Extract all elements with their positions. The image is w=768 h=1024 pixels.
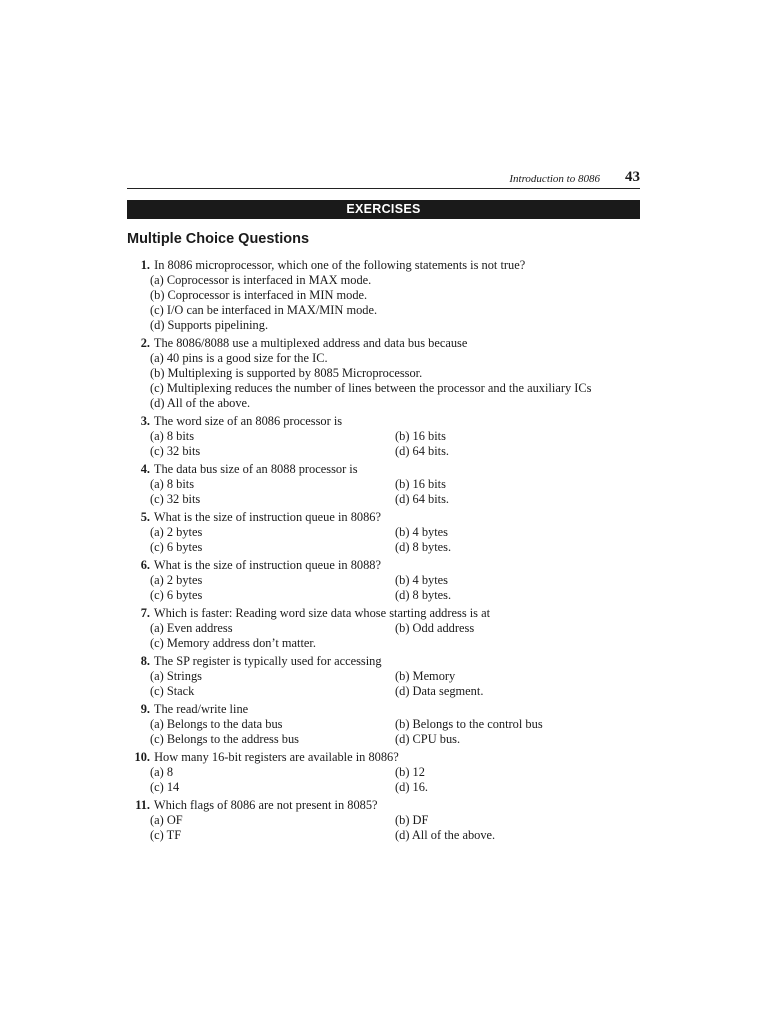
question-text: The read/write line: [151, 702, 249, 716]
answer-option: (c) Memory address don’t matter.: [150, 636, 316, 650]
answer-option: (c) 32 bits: [150, 492, 201, 506]
question-item: [127, 558, 647, 603]
answer-option: (a) 40 pins is a good size for the IC.: [150, 351, 328, 365]
answer-option-row: [127, 828, 647, 843]
answer-option: (d) 64 bits.: [395, 492, 450, 506]
answer-option-row: [127, 573, 647, 588]
answer-option: (a) Strings: [150, 669, 202, 683]
answer-option-row: [127, 684, 647, 699]
answer-option: (b) 4 bytes: [395, 573, 448, 587]
answer-option: (a) 2 bytes: [150, 573, 203, 587]
answer-option: (a) 8 bits: [150, 429, 195, 443]
question-number: 9.: [140, 702, 150, 716]
answer-option: (c) TF: [150, 828, 182, 842]
question-item: [127, 798, 647, 843]
answer-option: (d) 64 bits.: [395, 444, 450, 458]
answer-option-row: [127, 492, 647, 507]
question-number: 8.: [140, 654, 150, 668]
question-stem-line: [127, 606, 647, 621]
answer-option: (b) 16 bits: [395, 429, 446, 443]
question-item: [127, 258, 647, 333]
answer-option: (b) Odd address: [395, 621, 475, 635]
question-item: [127, 462, 647, 507]
question-stem-line: [127, 558, 647, 573]
answer-option: (d) 8 bytes.: [395, 540, 452, 554]
question-text: What is the size of instruction queue in 8086?: [151, 510, 381, 524]
question-text: How many 16-bit registers are available in 8086?: [151, 750, 399, 764]
answer-option: (c) 32 bits: [150, 444, 201, 458]
question-number: 10.: [134, 750, 150, 764]
question-text: In 8086 microprocessor, which one of the following statements is not true?: [151, 258, 526, 272]
question-list: [127, 258, 647, 846]
page-number: 43: [625, 169, 640, 185]
answer-option: (d) All of the above.: [150, 396, 251, 410]
answer-option: (c) Multiplexing reduces the number of lines between the processor and the auxiliary ICs: [150, 381, 592, 395]
question-item: [127, 654, 647, 699]
question-stem-line: [127, 702, 647, 717]
answer-option: (c) Stack: [150, 684, 195, 698]
question-text: Which flags of 8086 are not present in 8085?: [151, 798, 378, 812]
answer-option: (b) Multiplexing is supported by 8085 Microprocessor.: [150, 366, 423, 380]
question-item: [127, 510, 647, 555]
question-stem-line: [127, 510, 647, 525]
question-stem-line: [127, 654, 647, 669]
question-text: Which is faster: Reading word size data whose starting address is at: [151, 606, 491, 620]
question-stem-line: [127, 336, 647, 351]
answer-option: (a) Belongs to the data bus: [150, 717, 283, 731]
answer-option-row: [127, 525, 647, 540]
question-text: What is the size of instruction queue in 8088?: [151, 558, 381, 572]
answer-option: (b) DF: [395, 813, 429, 827]
question-number: 7.: [140, 606, 150, 620]
question-item: [127, 414, 647, 459]
answer-option: (b) Coprocessor is interfaced in MIN mode.: [150, 288, 368, 302]
question-item: [127, 702, 647, 747]
answer-option: (a) 8 bits: [150, 477, 195, 491]
answer-option: (a) Coprocessor is interfaced in MAX mode.: [150, 273, 372, 287]
answer-option: (a) OF: [150, 813, 183, 827]
question-item: [127, 750, 647, 795]
answer-option-row: [127, 621, 647, 636]
question-number: 11.: [135, 798, 150, 812]
answer-option: (c) 6 bytes: [150, 540, 203, 554]
answer-option: (c) I/O can be interfaced in MAX/MIN mode.: [150, 303, 378, 317]
answer-option-row: [127, 717, 647, 732]
question-number: 2.: [140, 336, 150, 350]
answer-option: (b) Belongs to the control bus: [395, 717, 543, 731]
question-number: 1.: [140, 258, 150, 272]
question-text: The data bus size of an 8088 processor is: [151, 462, 358, 476]
question-item: [127, 606, 647, 651]
question-text: The 8086/8088 use a multiplexed address and data bus because: [151, 336, 468, 350]
answer-option: (d) Supports pipelining.: [150, 318, 269, 332]
answer-option: (c) Belongs to the address bus: [150, 732, 300, 746]
answer-option: (a) 8: [150, 765, 174, 779]
running-title: Introduction to 8086: [509, 173, 600, 185]
exercises-banner: EXERCISES: [127, 200, 640, 219]
answer-option-row: [127, 477, 647, 492]
question-stem-line: [127, 462, 647, 477]
answer-option-row: [127, 780, 647, 795]
answer-option: (b) 12: [395, 765, 425, 779]
answer-option: (d) CPU bus.: [395, 732, 461, 746]
answer-option: (d) 8 bytes.: [395, 588, 452, 602]
section-title: Multiple Choice Questions: [127, 231, 310, 247]
answer-option-row: [127, 588, 647, 603]
answer-option: (d) 16.: [395, 780, 429, 794]
question-stem-line: [127, 414, 647, 429]
answer-option-row: [127, 669, 647, 684]
answer-option: (d) All of the above.: [395, 828, 496, 842]
answer-option: (a) 2 bytes: [150, 525, 203, 539]
page-header: [127, 168, 640, 189]
answer-option: (b) Memory: [395, 669, 456, 683]
answer-option-row: [127, 444, 647, 459]
question-number: 4.: [140, 462, 150, 476]
question-stem-line: [127, 750, 647, 765]
answer-option: (d) Data segment.: [395, 684, 484, 698]
answer-option: (c) 6 bytes: [150, 588, 203, 602]
answer-option: (b) 4 bytes: [395, 525, 448, 539]
answer-option: (a) Even address: [150, 621, 233, 635]
question-number: 5.: [140, 510, 150, 524]
question-text: The word size of an 8086 processor is: [151, 414, 343, 428]
answer-option: (c) 14: [150, 780, 180, 794]
question-item: [127, 336, 647, 411]
answer-option-row: [127, 765, 647, 780]
answer-option-row: [127, 429, 647, 444]
answer-option-row: [127, 732, 647, 747]
answer-option: (b) 16 bits: [395, 477, 446, 491]
question-text: The SP register is typically used for accessing: [151, 654, 382, 668]
question-number: 6.: [140, 558, 150, 572]
question-stem-line: [127, 258, 647, 273]
answer-option-row: [127, 813, 647, 828]
answer-option-row: [127, 540, 647, 555]
question-number: 3.: [140, 414, 150, 428]
question-stem-line: [127, 798, 647, 813]
